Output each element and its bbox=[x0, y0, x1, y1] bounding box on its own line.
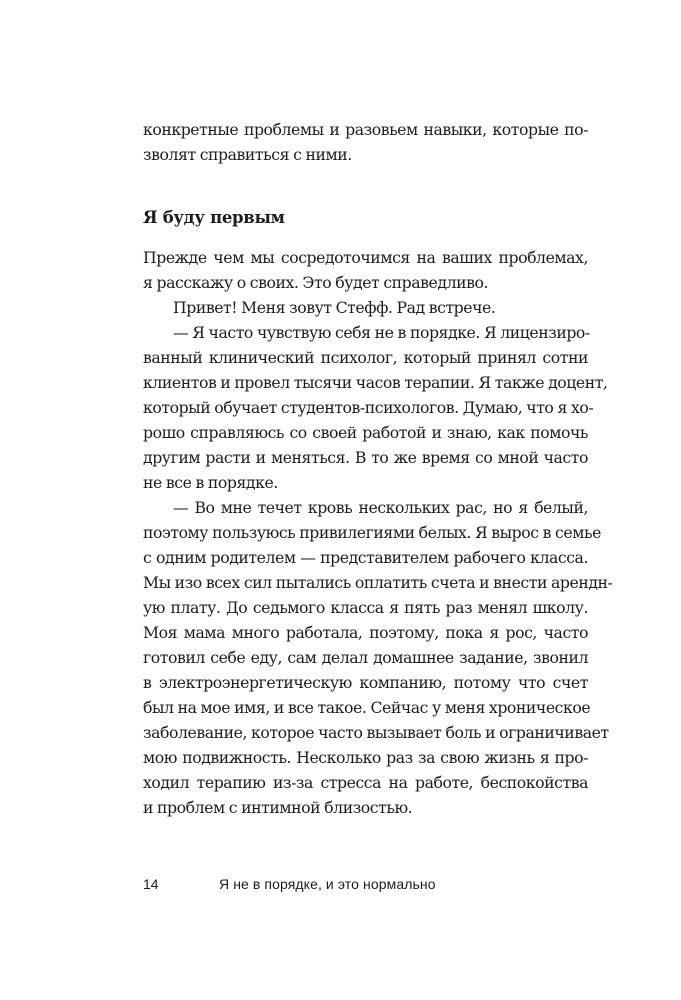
text-line: и проблем с интимной близостью. bbox=[143, 798, 413, 817]
text-line: зволят справиться с ними. bbox=[143, 145, 352, 164]
text-line: Привет! Меня зовут Стефф. Рад встрече. bbox=[173, 298, 496, 317]
text-line: заболевание, которое часто вызывает боль и ограничивает bbox=[143, 723, 609, 742]
text-line: другим расти и меняться. В то же время со мной часто bbox=[143, 448, 588, 467]
running-title: Я не в порядке, и это нормально bbox=[219, 876, 436, 892]
text-line: клиентов и провел тысячи часов терапии. Я также доцент, bbox=[143, 373, 608, 392]
text-line: был на мое имя, и все такое. Сейчас у меня хроническое bbox=[143, 698, 591, 717]
section-heading: Я буду первым bbox=[143, 208, 285, 227]
text-line: — Во мне течет кровь нескольких рас, но я белый, bbox=[173, 498, 588, 517]
text-line: Моя мама много работала, поэтому, пока я рос, часто bbox=[143, 623, 588, 642]
text-line: ходил терапию из-за стресса на работе, беспокойства bbox=[143, 773, 588, 792]
text-line: рошо справляюсь со своей работой и знаю, как помочь bbox=[143, 423, 588, 442]
text-line: готовил себе еду, сам делал домашнее задание, звонил bbox=[143, 648, 588, 667]
text-line: который обучает студентов-психологов. Думаю, что я хо- bbox=[143, 398, 594, 417]
text-line: — Я часто чувствую себя не в порядке. Я лицензиро- bbox=[173, 323, 590, 342]
page-number: 14 bbox=[143, 876, 159, 892]
text-line: ванный клинический психолог, который принял сотни bbox=[143, 348, 588, 367]
text-line: Прежде чем мы сосредоточимся на ваших проблемах, bbox=[143, 248, 588, 267]
text-line: мою подвижность. Несколько раз за свою жизнь я про- bbox=[143, 748, 588, 767]
text-line: не все в порядке. bbox=[143, 473, 278, 492]
text-line: конкретные проблемы и разовьем навыки, которые по- bbox=[143, 120, 588, 139]
text-line: ую плату. До седьмого класса я пять раз менял школу. bbox=[143, 598, 588, 617]
text-line: в электроэнергетическую компанию, потому что счет bbox=[143, 673, 588, 692]
text-line: с одним родителем — представителем рабочего класса. bbox=[143, 548, 588, 567]
text-line: Мы изо всех сил пытались оплатить счета и внести арендн- bbox=[143, 573, 613, 592]
text-line: я расскажу о своих. Это будет справедливо. bbox=[143, 273, 489, 292]
text-line: поэтому пользуюсь привилегиями белых. Я вырос в семье bbox=[143, 523, 601, 542]
